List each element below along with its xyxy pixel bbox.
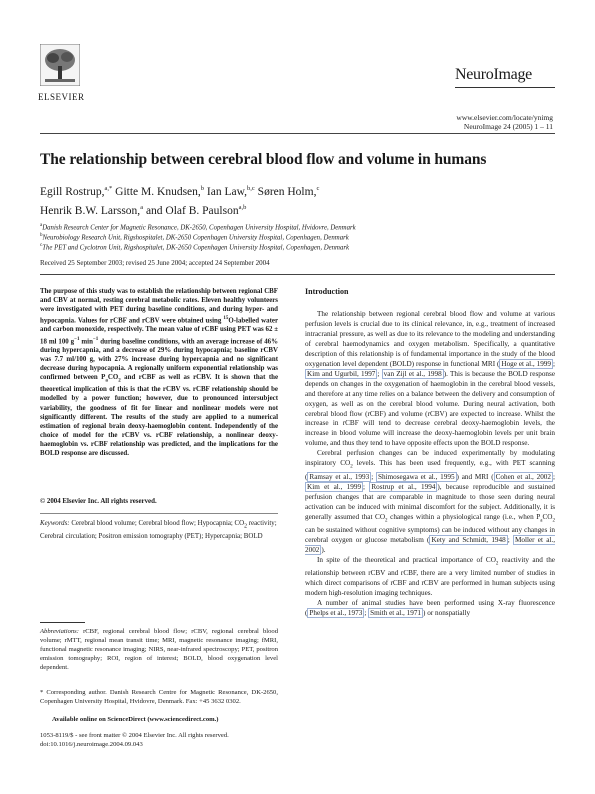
- paragraph-text: The relationship between regional cerebral blood flow and volume at various perfusion levels is crucial due to its clinical relevance, in, e.g., treatment of increased intracranial pressure, as well as due to its relevance to the modeling and understanding of cerebral haemodynamics and oxygen metabolism. Specifically, a quantitative description of this relationship is of fundamental importance in the study of the blood oxygenation level dependent (BOLD) response in functional MRI (: [305, 310, 555, 368]
- subscript: 2: [350, 464, 353, 470]
- paragraph-text: levels. This has been used frequently, e.g., with PET scanning (: [305, 459, 555, 481]
- abbreviations-text: rCBF, regional cerebral blood flow; rCBV, regional cerebral blood volume; rMTT, regional mean transit time; MRI, magnetic resonance imaging; fMRI, functional magnetic resonance imaging; NIRS, near-infrared spectroscopy; PET, positron emission tomography; ROI, region of interest; BOLD, blood oxygenation level dependent.: [40, 628, 278, 671]
- paragraph-text: ) and MRI (: [456, 472, 494, 481]
- affiliation-mark: b: [40, 233, 43, 238]
- paragraph: [305, 599, 555, 619]
- abstract-text: O-labelled water and carbon monoxide, respectively. The mean value of rCBF using PET was 62 ± 18 ml 100 g: [40, 317, 278, 345]
- title-rule-bottom: [40, 274, 555, 275]
- subscript: a: [540, 517, 543, 523]
- author-affiliation-mark[interactable]: b: [200, 185, 205, 192]
- citation-link[interactable]: Rostrup et al., 1994: [371, 482, 436, 491]
- abstract-text: The purpose of this study was to establish the relationship between regional CBF and CBV at normal, resting cerebral metabolic rates. Eleven healthy volunteers were investigated with PET during baseline conditions, and during hyper- and hypocapnia. Values for rCBF and rCBV were obtained using: [40, 288, 278, 325]
- paragraph-text: can be sustained without cognitive symptoms) can be induced without any changes in cerebral oxygen or glucose metabolism (: [305, 525, 555, 544]
- subscript: 2: [495, 561, 499, 567]
- copyright: © 2004 Elsevier Inc. All rights reserved.: [40, 498, 157, 505]
- citation-link[interactable]: Moller et al., 2002: [305, 535, 556, 554]
- online-availability[interactable]: Available online on ScienceDirect (www.sciencedirect.com.): [52, 716, 219, 723]
- journal-name[interactable]: NeuroImage: [455, 66, 532, 83]
- author-affiliation-mark[interactable]: b,c: [247, 185, 255, 192]
- paragraph-text: ;: [363, 482, 370, 491]
- abstract-superscript: −1: [92, 336, 99, 342]
- author-name: Egill Rostrup,: [40, 185, 105, 198]
- received-dates: Received 25 September 2003; revised 25 June 2004; accepted 24 September 2004: [40, 259, 270, 267]
- paragraph-text: ).: [321, 545, 326, 554]
- citation-link[interactable]: Ramsay et al., 1993: [309, 472, 370, 481]
- issn-line: 1053-8119/$ - see front matter © 2004 Elsevier Inc. All rights reserved.: [40, 732, 229, 739]
- author-name: Gitte M. Knudsen,: [112, 185, 201, 198]
- paragraph-text: In spite of the theoretical and practical importance of CO: [317, 555, 496, 564]
- paragraph-text: ;: [371, 472, 376, 481]
- keywords: [40, 519, 278, 541]
- abstract-superscript: −1: [74, 336, 80, 342]
- section-heading-introduction: Introduction: [305, 287, 349, 296]
- paragraph-text: ;: [507, 535, 513, 544]
- paragraph-text: ). This is because the BOLD response depends on changes in the oxygenation of haemoglobin in the cerebral blood vessels, and therefore at any time relies on a balance between the delivery and consumption of oxygen, as well as on the cerebral blood volume. During neural activation, both cerebral blood flow (rCBF) and volume (rCBV) are expected to increase. Whilst the increase in rCBF will tend to decrease cerebral deoxy-haemoglobin levels, the increase in blood volume will increase the deoxy-haemoglobin levels per unit brain volume, and thus they tend to have opposite effects upon the BOLD response.: [305, 369, 556, 448]
- abstract-rule: [40, 513, 278, 514]
- abstract-subscript: a: [105, 378, 108, 384]
- journal-url[interactable]: www.elsevier.com/locate/ynimg: [456, 113, 553, 122]
- paragraph-text: ;: [552, 359, 555, 368]
- header-rule: [455, 87, 555, 88]
- article-title: The relationship between cerebral blood flow and volume in humans: [40, 151, 487, 168]
- author-affiliation-mark[interactable]: c: [316, 185, 320, 192]
- introduction-body: [305, 310, 555, 619]
- paragraph-text: ) or nonspatially: [423, 608, 471, 617]
- abstract-text: during baseline conditions, with an average increase of 46% during hypercapnia, and a decrease of 29% during hypocapnia; baseline rCBV was 7.7 ml/100 g, with 27% increase during hypercapnia and no significant decrease during hypocapnia. A regionally uniform exponential relationship was confirmed between P: [40, 337, 278, 382]
- author-name: Ian Law,: [204, 185, 248, 198]
- keywords-subscript: 2: [244, 523, 248, 530]
- subscript: 2: [385, 517, 388, 523]
- author-name: Henrik B.W. Larsson,: [40, 204, 141, 217]
- paragraph: [305, 310, 555, 449]
- citation-link[interactable]: Shimosegawa et al., 1995: [377, 472, 455, 481]
- correspondence-footnote: * Corresponding author. Danish Research Centre for Magnetic Resonance, DK-2650, Copenhagen University Hospital, Hvidovre, Denmark. Fax: +45 3632 0302.: [40, 689, 278, 705]
- abstract-text: CO: [107, 374, 119, 382]
- affiliation-text: Neurobiology Research Unit, Rigshospitalet, DK-2650 Copenhagen University Hospital, Copenhagen, Denmark: [42, 234, 349, 242]
- keywords-text: reactivity; Cerebral circulation; Positron emission tomography (PET); Hypercapnia; BOLD: [40, 520, 277, 540]
- paragraph-text: changes within a physiological range (i.e., when P: [387, 512, 541, 521]
- paragraph-text: reactivity and the relationship between rCBV and rCBF, there are a very limited number of studies in which direct comparisons of rCBF and rCBV are performed in human subjects using modern high-resolution imaging techniques.: [305, 555, 555, 598]
- citation-link[interactable]: Kim et al., 1999: [307, 482, 362, 491]
- citation-link[interactable]: Smith et al., 1971: [370, 608, 422, 617]
- citation-link[interactable]: van Zijl et al., 1998: [383, 369, 442, 378]
- paragraph-text: Cerebral perfusion changes can be induced experimentally by modulating inspiratory CO: [305, 449, 555, 468]
- paragraph-text: CO: [542, 512, 553, 521]
- paragraph: [305, 449, 555, 555]
- affiliation-c: [40, 241, 555, 252]
- keywords-label: Keywords:: [40, 520, 70, 527]
- citation-link[interactable]: Cohen et al., 2002: [495, 472, 551, 481]
- abstract-text: min: [79, 337, 93, 345]
- affiliation-mark: c: [40, 243, 43, 248]
- paragraph-text: ;: [377, 369, 382, 378]
- citation-link[interactable]: Kim and Ugurbil, 1997: [307, 369, 376, 378]
- author-affiliation-mark[interactable]: a: [140, 203, 144, 211]
- abstract-text: and rCBF as well as rCBV. It is shown that the theoretical implication of this is that the rCBV vs. rCBF relationship should be modelled by a power function; however, due to pronounced intersubject variability, the goodness of fit for linear and nonlinear models were not significantly different. The results of the study are applied to a numerical estimation of regional brain deoxy-haemoglobin content. Independently of the choice of model for the rCBV vs. rCBF relationship, a nonlinear deoxy-haemoglobin vs. rCBF relationship was predicted, and the implications for the BOLD response are discussed.: [40, 374, 279, 457]
- author-list: [40, 181, 555, 219]
- subscript: 2: [552, 517, 555, 523]
- author-affiliation-mark[interactable]: a,b: [238, 203, 247, 211]
- abstract-superscript: 15: [223, 316, 229, 322]
- citation-link[interactable]: Hoge et al., 1999: [501, 359, 551, 368]
- paragraph-text: ), because reproducible and sustained perfusion changes that are comparable in magnitude to those seen during neural activation can be induced with minimal discomfort for the subject. Additionally, it is generally assumed that CO: [305, 482, 556, 521]
- paragraph-text: ;: [553, 472, 555, 481]
- footnote-rule: [40, 622, 85, 623]
- author-name: Søren Holm,: [254, 185, 317, 198]
- paragraph: [305, 556, 555, 599]
- author-affiliation-mark[interactable]: a,*: [104, 185, 113, 192]
- paragraph-text: ;: [364, 608, 369, 617]
- abstract: [40, 287, 278, 458]
- doi-link[interactable]: doi:10.1016/j.neuroimage.2004.09.043: [40, 741, 143, 748]
- paragraph-text: A number of animal studies have been performed using X-ray fluorescence (: [305, 599, 555, 617]
- title-rule-top: [40, 133, 555, 134]
- author-name: and Olaf B. Paulson: [143, 204, 239, 217]
- publisher-name: ELSEVIER: [38, 92, 85, 102]
- journal-citation: NeuroImage 24 (2005) 1 – 11: [463, 122, 553, 131]
- abbreviations-label: Abbreviations:: [40, 628, 79, 635]
- citation-link[interactable]: Kety and Schmidt, 1948: [431, 535, 506, 544]
- affiliation-text: Danish Research Center for Magnetic Resonance, DK-2650, Copenhagen University Hospital, Hvidovre, Denmark: [42, 224, 356, 232]
- affiliation-mark: a: [40, 223, 43, 228]
- citation-link[interactable]: Phelps et al., 1973: [309, 608, 363, 617]
- publisher-logo[interactable]: [40, 44, 80, 94]
- keywords-text: Cerebral blood volume; Cerebral blood flow; Hypocapnia; CO: [69, 520, 245, 527]
- elsevier-tree-icon: [40, 44, 80, 86]
- affiliation-text: The PET and Cyclotron Unit, Rigshospitalet, DK-2650 Copenhagen University Hospital, Copenhagen, Denmark: [42, 244, 350, 252]
- abbreviations-footnote: [40, 628, 278, 673]
- abstract-subscript: 2: [118, 378, 121, 384]
